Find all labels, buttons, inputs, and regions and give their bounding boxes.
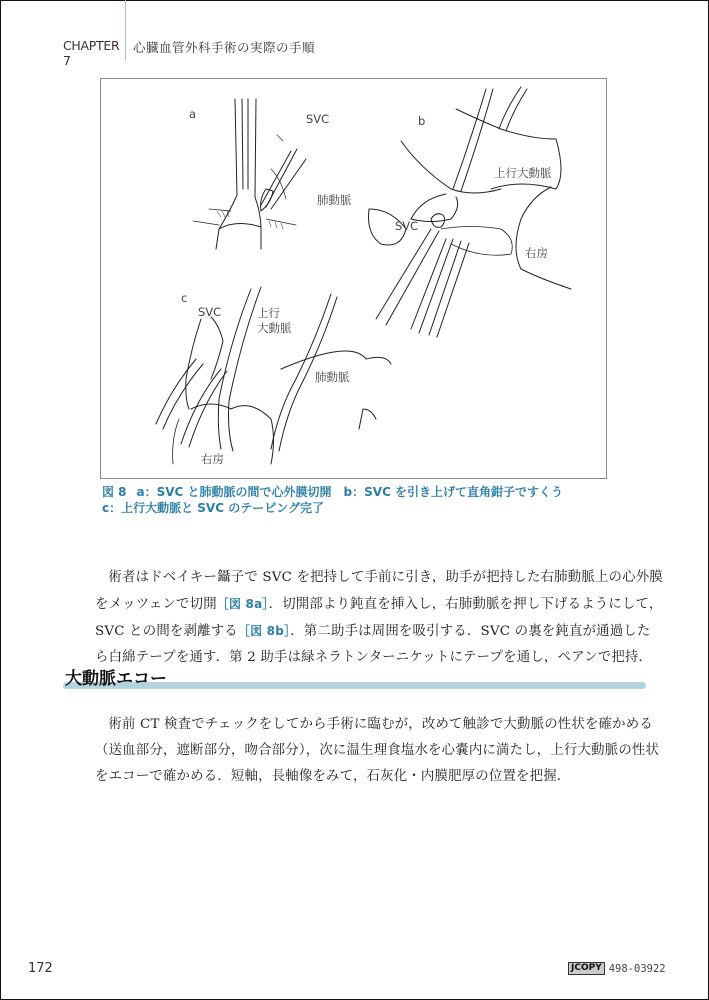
panel-c-letter: c xyxy=(181,291,188,305)
panel-c-aorta-label-2: 大動脈 xyxy=(257,321,292,335)
panel-c-svc-label: SVC xyxy=(198,305,222,319)
panel-b-svc-label: SVC xyxy=(395,219,419,233)
panel-a-drawing xyxy=(193,99,306,249)
jcopy-badge: JCOPY xyxy=(568,962,605,975)
panel-a-svc-label: SVC xyxy=(306,112,330,126)
body-paragraph-2: 術前 CT 検査でチェックをしてから手術に臨むが，改めて触診で大動脈の性状を確かめる（送血部分，遮断部分，吻合部分），次に温生理食塩水を心嚢内に満たし，上行大動脈の性状をエコーで確かめる．短軸，長軸像をみて，石灰化・内膜肥厚の位置を把握． xyxy=(95,717,660,784)
panel-a-pa-label: 肺動脈 xyxy=(317,193,352,207)
figure-ref-8a[interactable]: ［図 8a］ xyxy=(216,597,269,611)
panel-b-aorta-label: 上行大動脈 xyxy=(494,166,552,180)
surgical-illustration xyxy=(101,79,606,478)
panel-c-aorta-label-1: 上行 xyxy=(257,306,280,320)
figure-ref-8b[interactable]: ［図 8b］ xyxy=(237,624,291,638)
section-heading: 大動脈エコー xyxy=(65,669,167,689)
chapter-title: 心臓血管外科手術の実際の手順 xyxy=(133,40,316,55)
panel-c-ra-label: 右房 xyxy=(201,452,224,466)
panel-b-letter: b xyxy=(418,114,426,128)
publication-code: 498-03922 xyxy=(608,962,666,975)
panel-c-pa-label: 肺動脈 xyxy=(315,370,350,384)
body-paragraph-1: 術者はドベイキー鑷子で SVC を把持して手前に引き，助手が把持した右肺動脈上の心外膜をメッツェンで切開［図 8a］．切開部より鈍直を挿入し，右肺動脈を押し下げるようにして，SVC との間を剥離する［図 8b］．第二助手は周囲を吸引する．SVC の裏を鈍直が通過したら白綿テープを通す．第 2 助手は緑ネラトンターニケットにテープを通し，ペアンで把持． xyxy=(95,570,663,665)
panel-a-letter: a xyxy=(189,107,197,121)
figure-8 xyxy=(100,78,607,479)
panel-b-ra-label: 右房 xyxy=(525,246,548,260)
page-number: 172 xyxy=(28,961,53,976)
caption-line-1: 図 8 a：SVC と肺動脈の間で心外膜切開 b：SVC を引き上げて直角鉗子ですくう xyxy=(102,485,564,499)
running-header xyxy=(63,38,315,68)
caption-line-2: c：上行大動脈と SVC のテーピング完了 xyxy=(102,501,324,515)
footer-copyright xyxy=(568,962,666,975)
chapter-label: CHAPTER 7 xyxy=(63,38,120,68)
panel-b-drawing xyxy=(369,87,572,337)
figure-caption xyxy=(102,484,622,516)
figure-number: 図 8 xyxy=(102,485,127,499)
